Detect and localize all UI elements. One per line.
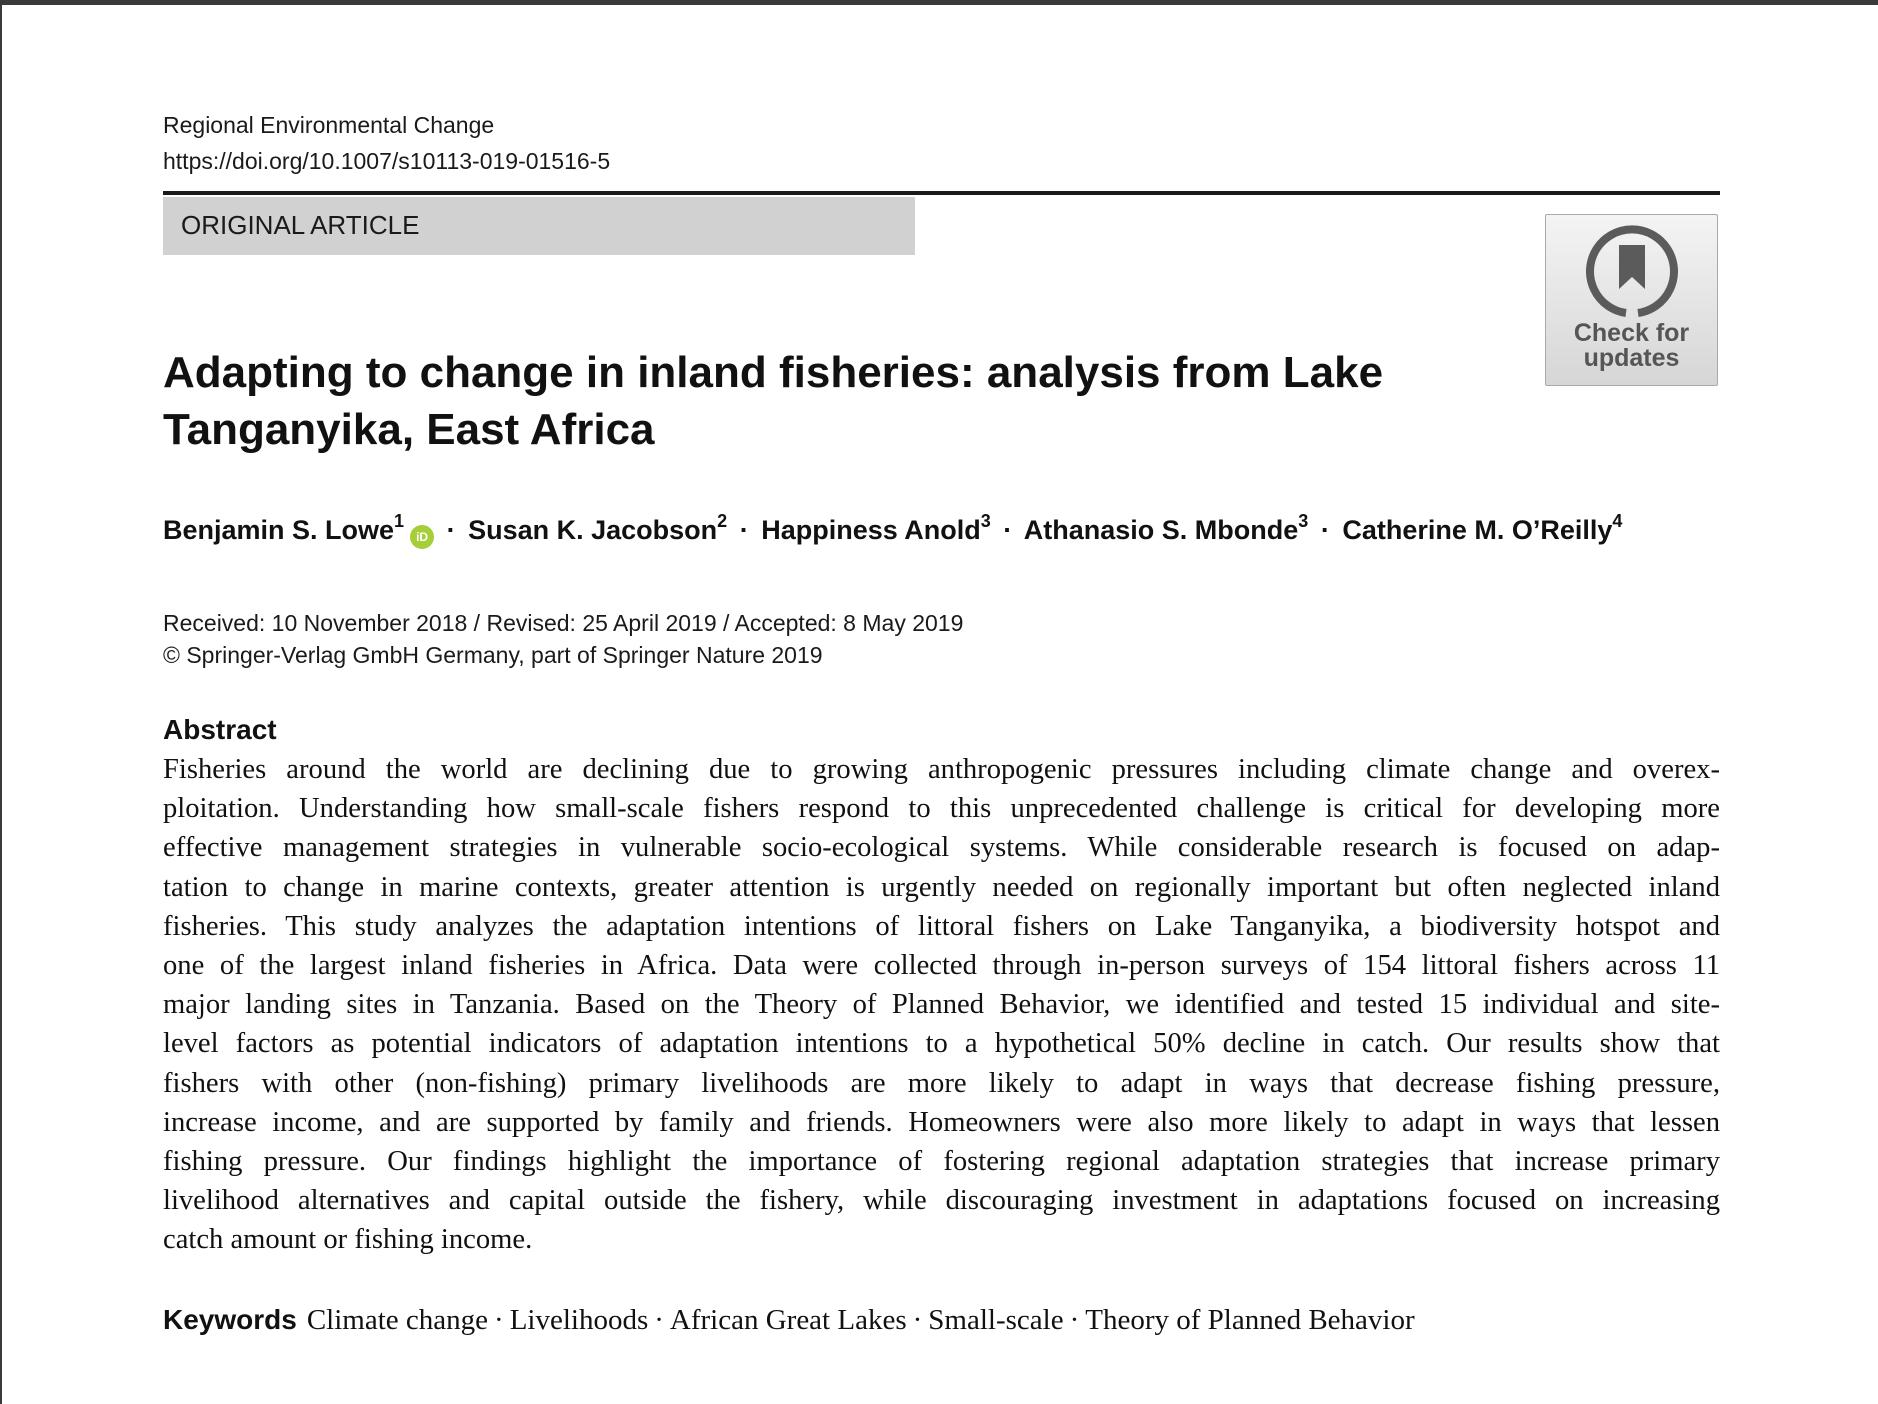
author-name[interactable]: Athanasio S. Mbonde xyxy=(1023,515,1299,545)
dates-line: Received: 10 November 2018 / Revised: 25 April 2019 / Accepted: 8 May 2019 xyxy=(163,610,964,636)
affiliation-marker[interactable]: 3 xyxy=(980,511,991,531)
abstract-body xyxy=(163,750,1720,1260)
author-name[interactable]: Happiness Anold xyxy=(761,515,981,545)
bookmark-ring-icon xyxy=(1586,225,1678,317)
article-history xyxy=(163,607,963,671)
abstract-line: increase income, and are supported by family and friends. Homeowners were also more likely to adapt in ways that lessen xyxy=(163,1106,1720,1138)
article-title: Adapting to change in inland fisheries: analysis from Lake Tanganyika, East Africa xyxy=(163,348,1384,454)
check-for-updates-label: Check for updates xyxy=(1573,319,1690,372)
author-name[interactable]: Benjamin S. Lowe xyxy=(163,515,395,545)
abstract-line: fishing pressure. Our findings highlight the importance of fostering regional adaptation strategies that increase primary xyxy=(163,1146,1720,1178)
author-separator: · xyxy=(1320,515,1330,545)
orcid-icon[interactable]: iD xyxy=(410,525,434,549)
author-list xyxy=(163,510,1622,550)
keyword: Livelihoods xyxy=(509,1304,649,1336)
keyword: African Great Lakes xyxy=(669,1304,907,1336)
abstract-line: ploitation. Understanding how small-scale fishers respond to this unprecedented challenge is critical for developing more xyxy=(163,793,1720,825)
keyword: Climate change xyxy=(306,1304,489,1336)
abstract-line: fisheries. This study analyzes the adaptation intentions of littoral fishers on Lake Tanganyika, a biodiversity hotspot and xyxy=(163,910,1720,942)
copyright-line: © Springer-Verlag GmbH Germany, part of Springer Nature 2019 xyxy=(163,642,823,668)
keywords-label: Keywords xyxy=(163,1304,297,1335)
affiliation-marker[interactable]: 1 xyxy=(394,511,405,531)
abstract-line: catch amount or fishing income. xyxy=(163,1224,533,1256)
abstract-line: fishers with other (non-fishing) primary livelihoods are more likely to adapt in ways that decrease fishing pressure, xyxy=(163,1067,1720,1099)
article-type-banner: ORIGINAL ARTICLE xyxy=(163,197,915,255)
author-name[interactable]: Susan K. Jacobson xyxy=(468,515,718,545)
keywords-line: Keywords Climate change · Livelihoods · African Great Lakes · Small-scale · Theory of Planned Behavior xyxy=(163,1304,1415,1336)
header-rule xyxy=(163,191,1720,195)
abstract-line: effective management strategies in vulnerable socio-ecological systems. While considerable research is focused on adap- xyxy=(163,832,1720,864)
keyword: Small-scale xyxy=(928,1304,1064,1336)
author-separator: · xyxy=(739,515,749,545)
journal-name: Regional Environmental Change xyxy=(163,112,495,138)
journal-header xyxy=(163,107,610,179)
check-for-updates-button[interactable] xyxy=(1545,214,1718,386)
abstract-line: tation to change in marine contexts, greater attention is urgently needed on regionally important but often neglected inland xyxy=(163,871,1720,903)
affiliation-marker[interactable]: 4 xyxy=(1612,511,1623,531)
author-separator: · xyxy=(446,515,456,545)
author-separator: · xyxy=(1003,515,1013,545)
abstract-line: one of the largest inland fisheries in Africa. Data were collected through in-person surveys of 154 littoral fishers across 11 xyxy=(163,950,1720,982)
abstract-line: major landing sites in Tanzania. Based on the Theory of Planned Behavior, we identified and tested 15 individual and site- xyxy=(163,989,1720,1021)
abstract-line: Fisheries around the world are declining due to growing anthropogenic pressures including climate change and overex- xyxy=(163,754,1720,785)
abstract-line: level factors as potential indicators of adaptation intentions to a hypothetical 50% decline in catch. Our results show that xyxy=(163,1028,1720,1060)
affiliation-marker[interactable]: 2 xyxy=(717,511,728,531)
author-name[interactable]: Catherine M. O’Reilly xyxy=(1342,515,1613,545)
keyword: Theory of Planned Behavior xyxy=(1085,1304,1415,1336)
abstract-line: livelihood alternatives and capital outside the fishery, while discouraging investment in adaptations focused on increasing xyxy=(163,1185,1720,1217)
abstract-heading: Abstract xyxy=(163,714,277,745)
affiliation-marker[interactable]: 3 xyxy=(1298,511,1309,531)
doi-link[interactable]: https://doi.org/10.1007/s10113-019-01516-5 xyxy=(163,148,611,174)
